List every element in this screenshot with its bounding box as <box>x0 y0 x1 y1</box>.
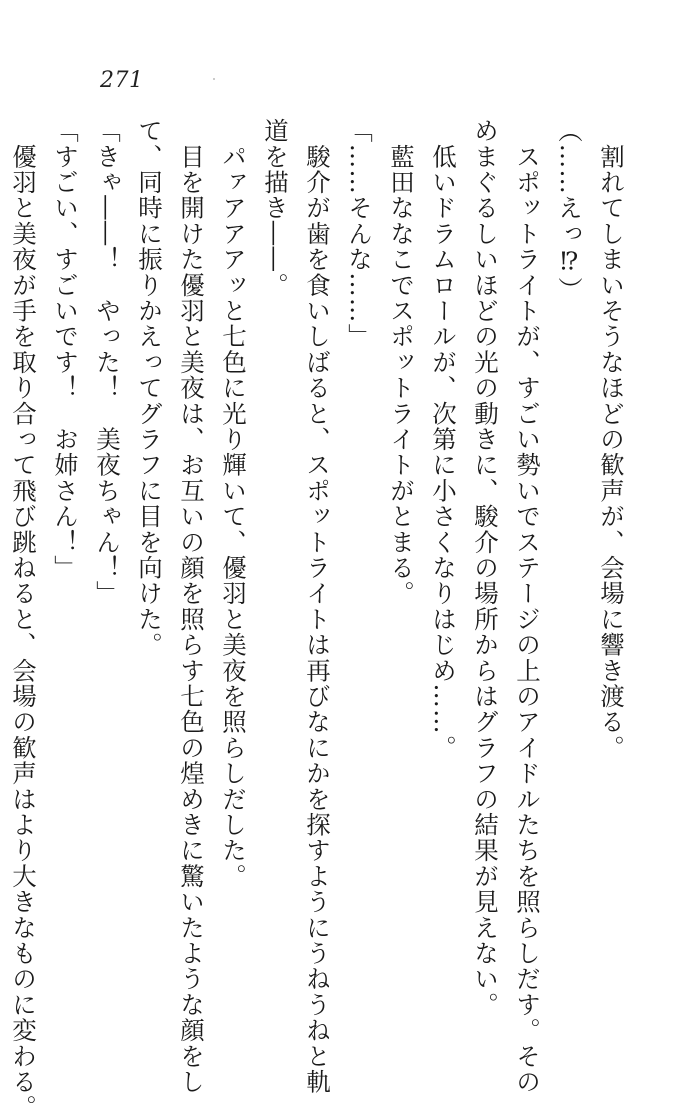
text-line: （……えっ⁉） <box>555 118 584 303</box>
page-number: 271 <box>100 68 144 93</box>
text-line: 「……そんな……」 <box>345 118 374 350</box>
text-line: 低いドラムロールが、次第に小さくなりはじめ……。 <box>429 118 458 761</box>
text-line: 駿介が歯を食いしばると、スポットライトは再びなにかを探すようにうねうねと軌 <box>303 118 332 1095</box>
text-line: 割れてしまいそうなほどの歓声が、会場に響き渡る。 <box>597 118 626 761</box>
text-line: スポットライトが、すごい勢いでステージの上のアイドルたちを照らしだす。その <box>513 118 542 1095</box>
text-line: 「すごい、すごいです！ お姉さん！」 <box>51 118 80 581</box>
text-line: 目を開けた優羽と美夜は、お互いの顔を照らす七色の煌めきに驚いたような顔をし <box>177 118 206 1095</box>
body-text <box>9 118 632 1120</box>
text-line <box>0 118 2 1008</box>
text-line: 優羽と美夜が手を取り合って飛び跳ねると、会場の歓声はより大きなものに変わる。 <box>9 118 38 1120</box>
text-line: 道を描き――。 <box>261 118 290 298</box>
text-line: パァアアアッと七色に光り輝いて、優羽と美夜を照らしだした。 <box>219 118 248 889</box>
text-line: めまぐるしいほどの光の動きに、駿介の場所からはグラフの結果が見えない。 <box>471 118 500 1018</box>
text-line: 藍田ななこでスポットライトがとまる。 <box>387 118 416 607</box>
text-line: て、同時に振りかえってグラフに目を向けた。 <box>135 118 164 658</box>
dot-mark <box>213 78 215 80</box>
text-line: 「きゃ――！ やった！ 美夜ちゃん！」 <box>93 118 122 607</box>
